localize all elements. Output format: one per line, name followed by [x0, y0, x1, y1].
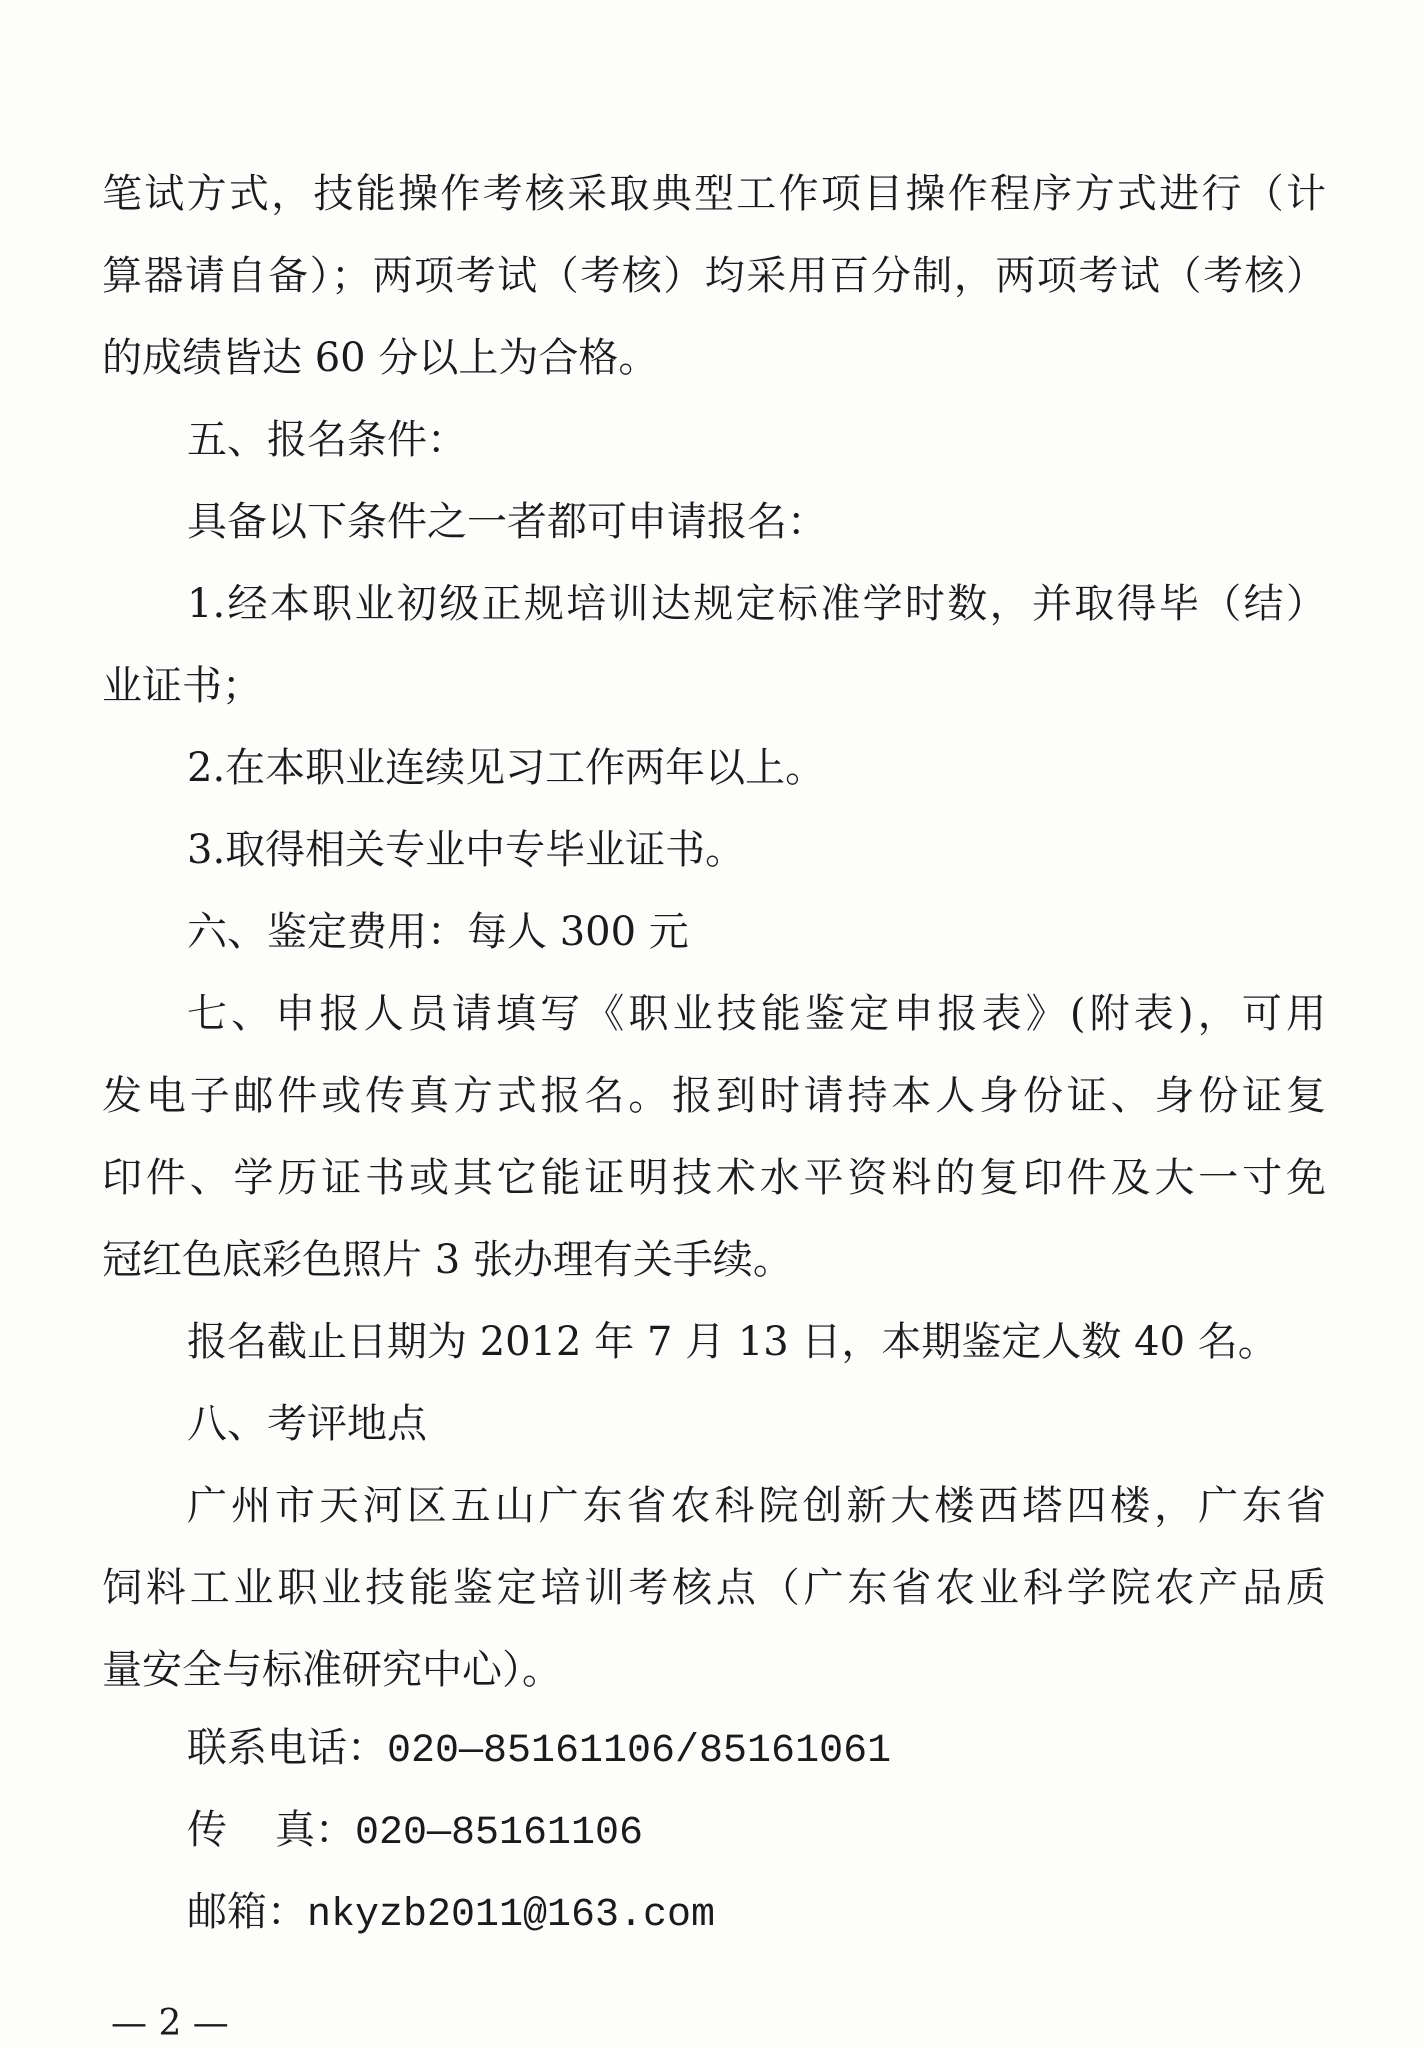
page-number: — 2 — [111, 2003, 229, 2044]
application-line: 七、申报人员请填写《职业技能鉴定申报表》(附表)，可用 [187, 991, 1326, 1037]
document-body [102, 153, 1326, 1957]
exam-method-line: 笔试方式，技能操作考核采取典型工作项目操作程序方式进行（计 [102, 171, 1326, 217]
exam-method-line: 的成绩皆达 60 分以上为合格。 [102, 335, 659, 381]
phone-line: 联系电话：020—85161106/85161061 [187, 1729, 892, 1774]
application-line: 印件、学历证书或其它能证明技术水平资料的复印件及大一寸免 [102, 1155, 1326, 1201]
exam-method-line: 算器请自备）；两项考试（考核）均采用百分制，两项考试（考核） [102, 253, 1326, 299]
fee-line: 六、鉴定费用：每人 300 元 [187, 909, 689, 955]
email-line: 邮箱：nkyzb2011@163.com [187, 1893, 716, 1938]
fax-line: 传 真：020—85161106 [187, 1811, 644, 1856]
section-heading-venue: 八、考评地点 [187, 1401, 427, 1447]
condition-1-line: 1.经本职业初级正规培训达规定标准学时数，并取得毕（结） [187, 581, 1326, 627]
application-line: 发电子邮件或传真方式报名。报到时请持本人身份证、身份证复 [102, 1073, 1326, 1119]
address-line: 饲料工业职业技能鉴定培训考核点（广东省农业科学院农产品质 [102, 1565, 1326, 1611]
address-line: 广州市天河区五山广东省农科院创新大楼西塔四楼，广东省 [187, 1483, 1326, 1529]
section-heading-registration: 五、报名条件： [187, 417, 467, 463]
eligibility-intro: 具备以下条件之一者都可申请报名： [187, 499, 827, 545]
deadline-line: 报名截止日期为 2012 年 7 月 13 日，本期鉴定人数 40 名。 [187, 1319, 1278, 1365]
condition-1-line: 业证书； [102, 663, 262, 709]
address-line: 量安全与标准研究中心）。 [102, 1647, 562, 1693]
condition-3-line: 3.取得相关专业中专毕业证书。 [187, 827, 746, 873]
application-line: 冠红色底彩色照片 3 张办理有关手续。 [102, 1237, 793, 1283]
condition-2-line: 2.在本职业连续见习工作两年以上。 [187, 745, 826, 791]
